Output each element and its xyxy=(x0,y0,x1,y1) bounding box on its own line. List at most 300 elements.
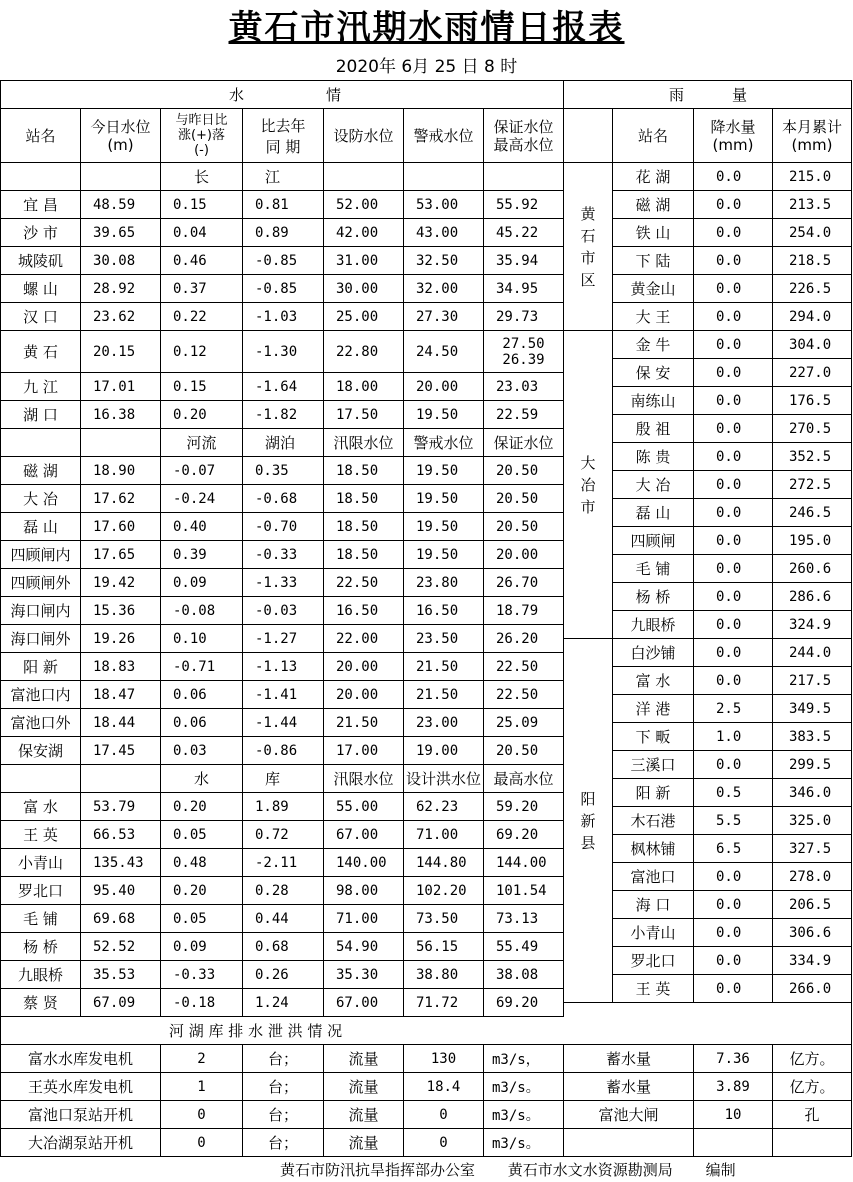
section-reservoirs-head: 水 xyxy=(161,765,243,793)
rain-value: 176.5 xyxy=(773,387,852,415)
drainage-cell: 台； xyxy=(243,1045,324,1073)
rain-station: 三溪口 xyxy=(613,751,694,779)
water-col-header: 今日水位 (m) xyxy=(81,109,161,163)
water-value: 95.40 xyxy=(81,877,161,905)
water-value: 0.48 xyxy=(161,849,243,877)
water-value: 22.59 xyxy=(484,401,564,429)
rain-value: 0.0 xyxy=(694,639,773,667)
rain-region xyxy=(564,331,613,639)
water-value: 20.00 xyxy=(484,541,564,569)
rain-station: 王 英 xyxy=(613,975,694,1003)
water-value: 0.72 xyxy=(243,821,324,849)
water-value: 55.49 xyxy=(484,933,564,961)
section-rivers-lakes-head: 保证水位 xyxy=(484,429,564,457)
water-value: 0.81 xyxy=(243,191,324,219)
rain-value: 352.5 xyxy=(773,443,852,471)
station-name: 四顾闸内 xyxy=(1,541,81,569)
rain-value: 270.5 xyxy=(773,415,852,443)
drainage-cell: 孔 xyxy=(773,1101,852,1129)
water-value: -0.08 xyxy=(161,597,243,625)
rain-value: 327.5 xyxy=(773,835,852,863)
rain-header xyxy=(564,81,852,109)
section-yangtze-blank xyxy=(1,163,81,191)
rain-value: 0.0 xyxy=(694,247,773,275)
report-table xyxy=(0,80,852,1157)
station-name: 杨 桥 xyxy=(1,933,81,961)
water-value: 71.00 xyxy=(404,821,484,849)
drainage-cell: 0 xyxy=(404,1129,484,1157)
rain-value: 0.0 xyxy=(694,303,773,331)
water-value: -0.33 xyxy=(243,541,324,569)
water-value: 20.50 xyxy=(484,737,564,765)
water-value: 0.44 xyxy=(243,905,324,933)
water-value: 26.70 xyxy=(484,569,564,597)
water-value: 31.00 xyxy=(324,247,404,275)
rain-header-part1: 雨 xyxy=(669,86,685,104)
rain-value: 0.0 xyxy=(694,583,773,611)
water-value: 1.24 xyxy=(243,989,324,1017)
station-name: 海口闸外 xyxy=(1,625,81,653)
rain-station: 木石港 xyxy=(613,807,694,835)
water-value: 0.10 xyxy=(161,625,243,653)
water-value: 20.15 xyxy=(81,331,161,373)
water-value: 73.13 xyxy=(484,905,564,933)
water-value: 18.90 xyxy=(81,457,161,485)
rain-value: 0.0 xyxy=(694,387,773,415)
station-name: 九眼桥 xyxy=(1,961,81,989)
water-value: 34.95 xyxy=(484,275,564,303)
water-value: 23.03 xyxy=(484,373,564,401)
rain-value: 294.0 xyxy=(773,303,852,331)
rain-station: 四顾闸 xyxy=(613,527,694,555)
water-value: 17.65 xyxy=(81,541,161,569)
water-value: 45.22 xyxy=(484,219,564,247)
water-value: 71.72 xyxy=(404,989,484,1017)
rain-station: 磊 山 xyxy=(613,499,694,527)
water-value: 0.15 xyxy=(161,191,243,219)
water-value: 25.09 xyxy=(484,709,564,737)
drainage-cell: 0 xyxy=(161,1101,243,1129)
section-rivers-lakes-blank xyxy=(1,429,81,457)
station-name: 城陵矶 xyxy=(1,247,81,275)
water-value: 18.47 xyxy=(81,681,161,709)
rain-station: 洋 港 xyxy=(613,695,694,723)
drainage-cell: 0 xyxy=(161,1129,243,1157)
drainage-cell: 蓄水量 xyxy=(564,1045,694,1073)
report-title: 黄石市汛期水雨情日报表 xyxy=(228,8,625,48)
water-value: 23.80 xyxy=(404,569,484,597)
water-value: -0.85 xyxy=(243,247,324,275)
drainage-cell xyxy=(694,1129,773,1157)
water-value: -0.85 xyxy=(243,275,324,303)
water-value: 17.60 xyxy=(81,513,161,541)
water-col-header: 比去年 同 期 xyxy=(243,109,324,163)
water-value: 20.00 xyxy=(324,653,404,681)
rain-value: 206.5 xyxy=(773,891,852,919)
station-name: 沙 市 xyxy=(1,219,81,247)
water-value: 0.40 xyxy=(161,513,243,541)
water-value: 56.15 xyxy=(404,933,484,961)
rain-value: 278.0 xyxy=(773,863,852,891)
section-reservoirs-head: 最高水位 xyxy=(484,765,564,793)
water-value: 17.50 xyxy=(324,401,404,429)
water-value: 18.79 xyxy=(484,597,564,625)
water-col-header: 设防水位 xyxy=(324,109,404,163)
drainage-cell: m3/s， xyxy=(484,1045,564,1073)
water-value: 20.50 xyxy=(484,513,564,541)
water-value: 16.50 xyxy=(404,597,484,625)
rain-station: 南练山 xyxy=(613,387,694,415)
water-value: 0.04 xyxy=(161,219,243,247)
water-value: 0.03 xyxy=(161,737,243,765)
station-name: 富池口内 xyxy=(1,681,81,709)
water-header xyxy=(1,81,564,109)
water-value: 25.00 xyxy=(324,303,404,331)
rain-value: 254.0 xyxy=(773,219,852,247)
water-value: 28.92 xyxy=(81,275,161,303)
rain-value: 227.0 xyxy=(773,359,852,387)
section-rivers-lakes-head xyxy=(81,429,161,457)
water-value: 98.00 xyxy=(324,877,404,905)
water-value: 19.50 xyxy=(404,541,484,569)
footer-office: 黄石市防汛抗旱指挥部办公室 xyxy=(280,1161,476,1179)
rain-value: 246.5 xyxy=(773,499,852,527)
drainage-cell: 亿方。 xyxy=(773,1073,852,1101)
water-value: -1.27 xyxy=(243,625,324,653)
water-value: 38.80 xyxy=(404,961,484,989)
water-header-part2: 情 xyxy=(326,86,342,104)
water-value: -1.03 xyxy=(243,303,324,331)
water-col-header: 站名 xyxy=(1,109,81,163)
rain-region-label: 黄石市区 xyxy=(580,204,596,289)
water-value: -0.18 xyxy=(161,989,243,1017)
water-value: 18.83 xyxy=(81,653,161,681)
station-name: 毛 铺 xyxy=(1,905,81,933)
drainage-cell: m3/s。 xyxy=(484,1101,564,1129)
water-value: 26.20 xyxy=(484,625,564,653)
water-value: 0.06 xyxy=(161,681,243,709)
rain-col-header: 本月累计 (mm) xyxy=(773,109,852,163)
water-value: 22.50 xyxy=(484,653,564,681)
rain-station: 杨 桥 xyxy=(613,583,694,611)
water-value: 1.89 xyxy=(243,793,324,821)
rain-value: 0.0 xyxy=(694,443,773,471)
water-value: 19.50 xyxy=(404,457,484,485)
water-value: 0.89 xyxy=(243,219,324,247)
drainage-cell: 富水水库发电机 xyxy=(1,1045,161,1073)
drainage-cell: 2 xyxy=(161,1045,243,1073)
water-value: 19.50 xyxy=(404,485,484,513)
drainage-cell: 亿方。 xyxy=(773,1045,852,1073)
water-value: 0.09 xyxy=(161,569,243,597)
water-value: -0.33 xyxy=(161,961,243,989)
water-value: 19.42 xyxy=(81,569,161,597)
water-value: 18.50 xyxy=(324,457,404,485)
water-value: 20.00 xyxy=(404,373,484,401)
drainage-cell xyxy=(773,1129,852,1157)
rain-value: 0.0 xyxy=(694,863,773,891)
section-reservoirs-head: 库 xyxy=(243,765,324,793)
water-value: 67.00 xyxy=(324,821,404,849)
water-value: 20.50 xyxy=(484,485,564,513)
drainage-cell: 蓄水量 xyxy=(564,1073,694,1101)
station-name: 罗北口 xyxy=(1,877,81,905)
water-value: 52.52 xyxy=(81,933,161,961)
water-value: 42.00 xyxy=(324,219,404,247)
water-value: 21.50 xyxy=(404,681,484,709)
drainage-cell: 0 xyxy=(404,1101,484,1129)
drainage-cell: 7.36 xyxy=(694,1045,773,1073)
water-value: 0.05 xyxy=(161,905,243,933)
rain-value: 266.0 xyxy=(773,975,852,1003)
station-name: 阳 新 xyxy=(1,653,81,681)
rain-value: 0.0 xyxy=(694,331,773,359)
water-value: 0.46 xyxy=(161,247,243,275)
station-name: 螺 山 xyxy=(1,275,81,303)
drainage-cell: m3/s。 xyxy=(484,1129,564,1157)
station-name: 四顾闸外 xyxy=(1,569,81,597)
rain-station: 大 王 xyxy=(613,303,694,331)
water-value: 0.22 xyxy=(161,303,243,331)
rain-value: 346.0 xyxy=(773,779,852,807)
water-value: 140.00 xyxy=(324,849,404,877)
footer xyxy=(280,1160,764,1180)
rain-value: 334.9 xyxy=(773,947,852,975)
station-name: 蔡 贤 xyxy=(1,989,81,1017)
water-value: 101.54 xyxy=(484,877,564,905)
rain-station: 毛 铺 xyxy=(613,555,694,583)
water-value: 17.45 xyxy=(81,737,161,765)
rain-value: 213.5 xyxy=(773,191,852,219)
drainage-cell: 大冶湖泵站开机 xyxy=(1,1129,161,1157)
rain-value: 1.0 xyxy=(694,723,773,751)
water-value: -1.44 xyxy=(243,709,324,737)
rain-value: 0.0 xyxy=(694,163,773,191)
drainage-cell: 1 xyxy=(161,1073,243,1101)
station-name: 磊 山 xyxy=(1,513,81,541)
water-value: 27.50 26.39 xyxy=(484,331,564,373)
water-value: 18.50 xyxy=(324,541,404,569)
rain-value: 5.5 xyxy=(694,807,773,835)
water-value: 18.44 xyxy=(81,709,161,737)
water-value: 19.50 xyxy=(404,401,484,429)
water-value: -1.33 xyxy=(243,569,324,597)
rain-value: 0.0 xyxy=(694,555,773,583)
station-name: 宜 昌 xyxy=(1,191,81,219)
section-yangtze-head xyxy=(324,163,404,191)
rain-station: 白沙铺 xyxy=(613,639,694,667)
drainage-cell: 130 xyxy=(404,1045,484,1073)
water-col-header: 保证水位 最高水位 xyxy=(484,109,564,163)
water-value: 20.00 xyxy=(324,681,404,709)
section-reservoirs-head xyxy=(81,765,161,793)
rain-station: 富 水 xyxy=(613,667,694,695)
water-value: 23.50 xyxy=(404,625,484,653)
rain-value: 0.0 xyxy=(694,611,773,639)
water-value: 19.26 xyxy=(81,625,161,653)
water-value: 19.50 xyxy=(404,513,484,541)
water-value: 0.68 xyxy=(243,933,324,961)
water-value: 22.80 xyxy=(324,331,404,373)
water-value: -1.13 xyxy=(243,653,324,681)
drainage-title: 河 湖 库 排 水 泄 洪 情 况 xyxy=(169,1022,343,1040)
rain-value: 349.5 xyxy=(773,695,852,723)
rain-value: 0.0 xyxy=(694,275,773,303)
rain-value: 272.5 xyxy=(773,471,852,499)
report-date: 2020年 6月 25 日 8 时 xyxy=(335,57,518,77)
drainage-cell: 流量 xyxy=(324,1129,404,1157)
drainage-cell: 台； xyxy=(243,1101,324,1129)
rain-value: 215.0 xyxy=(773,163,852,191)
rain-value: 324.9 xyxy=(773,611,852,639)
water-value: 73.50 xyxy=(404,905,484,933)
drainage-cell: 台； xyxy=(243,1129,324,1157)
water-value: 53.79 xyxy=(81,793,161,821)
water-value: 52.00 xyxy=(324,191,404,219)
water-value: 0.20 xyxy=(161,793,243,821)
water-value: 30.00 xyxy=(324,275,404,303)
drainage-cell: 3.89 xyxy=(694,1073,773,1101)
water-value: -0.86 xyxy=(243,737,324,765)
water-value: -1.30 xyxy=(243,331,324,373)
rain-station: 阳 新 xyxy=(613,779,694,807)
rain-value: 0.5 xyxy=(694,779,773,807)
footer-compiled: 编制 xyxy=(705,1161,736,1179)
water-value: 23.62 xyxy=(81,303,161,331)
water-value: 22.00 xyxy=(324,625,404,653)
rain-region xyxy=(564,639,613,1003)
rain-region-label: 阳新县 xyxy=(580,789,596,852)
water-value: 43.00 xyxy=(404,219,484,247)
water-value: 0.28 xyxy=(243,877,324,905)
rain-region xyxy=(564,163,613,331)
water-value: 102.20 xyxy=(404,877,484,905)
water-value: 16.50 xyxy=(324,597,404,625)
water-value: 39.65 xyxy=(81,219,161,247)
rain-value: 0.0 xyxy=(694,471,773,499)
water-value: 0.20 xyxy=(161,401,243,429)
water-value: 135.43 xyxy=(81,849,161,877)
water-value: 144.80 xyxy=(404,849,484,877)
water-value: 69.68 xyxy=(81,905,161,933)
water-value: 69.20 xyxy=(484,989,564,1017)
station-name: 富池口外 xyxy=(1,709,81,737)
water-value: 21.50 xyxy=(324,709,404,737)
drainage-cell: 台； xyxy=(243,1073,324,1101)
rain-value: 195.0 xyxy=(773,527,852,555)
rain-station: 花 湖 xyxy=(613,163,694,191)
section-yangtze-head xyxy=(404,163,484,191)
water-value: 24.50 xyxy=(404,331,484,373)
rain-region-label: 大冶市 xyxy=(580,453,596,516)
water-value: 15.36 xyxy=(81,597,161,625)
rain-value: 0.0 xyxy=(694,891,773,919)
water-value: 59.20 xyxy=(484,793,564,821)
section-rivers-lakes-head: 汛限水位 xyxy=(324,429,404,457)
water-value: 30.08 xyxy=(81,247,161,275)
water-value: 0.05 xyxy=(161,821,243,849)
rain-station: 下 畈 xyxy=(613,723,694,751)
water-value: 0.35 xyxy=(243,457,324,485)
rain-station: 海 口 xyxy=(613,891,694,919)
rain-value: 260.6 xyxy=(773,555,852,583)
water-value: -1.82 xyxy=(243,401,324,429)
section-yangtze-head xyxy=(484,163,564,191)
section-yangtze-head: 长 xyxy=(161,163,243,191)
rain-value: 0.0 xyxy=(694,667,773,695)
water-value: 66.53 xyxy=(81,821,161,849)
water-col-header: 与昨日比 涨(+)落 (-) xyxy=(161,109,243,163)
drainage-cell: 王英水库发电机 xyxy=(1,1073,161,1101)
water-value: 38.08 xyxy=(484,961,564,989)
rain-value: 218.5 xyxy=(773,247,852,275)
water-value: 53.00 xyxy=(404,191,484,219)
rain-station: 黄金山 xyxy=(613,275,694,303)
rain-value: 0.0 xyxy=(694,191,773,219)
rain-value: 304.0 xyxy=(773,331,852,359)
water-value: 19.00 xyxy=(404,737,484,765)
water-value: 32.50 xyxy=(404,247,484,275)
water-value: -0.68 xyxy=(243,485,324,513)
rain-value: 0.0 xyxy=(694,975,773,1003)
rain-station: 殷 祖 xyxy=(613,415,694,443)
rain-station: 磁 湖 xyxy=(613,191,694,219)
drainage-cell: 流量 xyxy=(324,1073,404,1101)
rain-station: 下 陆 xyxy=(613,247,694,275)
rain-value: 244.0 xyxy=(773,639,852,667)
station-name: 磁 湖 xyxy=(1,457,81,485)
rain-col-header: 降水量 (mm) xyxy=(694,109,773,163)
drainage-cell: 流量 xyxy=(324,1045,404,1073)
rain-value: 0.0 xyxy=(694,359,773,387)
water-value: 17.00 xyxy=(324,737,404,765)
water-value: -0.07 xyxy=(161,457,243,485)
water-value: 32.00 xyxy=(404,275,484,303)
station-name: 汉 口 xyxy=(1,303,81,331)
water-value: -1.64 xyxy=(243,373,324,401)
water-value: 0.39 xyxy=(161,541,243,569)
water-value: 0.15 xyxy=(161,373,243,401)
water-value: 0.09 xyxy=(161,933,243,961)
water-value: 0.26 xyxy=(243,961,324,989)
water-value: 21.50 xyxy=(404,653,484,681)
rain-station: 罗北口 xyxy=(613,947,694,975)
water-value: 18.00 xyxy=(324,373,404,401)
water-value: 27.30 xyxy=(404,303,484,331)
water-value: 71.00 xyxy=(324,905,404,933)
station-name: 九 江 xyxy=(1,373,81,401)
station-name: 王 英 xyxy=(1,821,81,849)
water-value: 29.73 xyxy=(484,303,564,331)
water-value: 18.50 xyxy=(324,513,404,541)
station-name: 海口闸内 xyxy=(1,597,81,625)
rain-value: 226.5 xyxy=(773,275,852,303)
station-name: 富 水 xyxy=(1,793,81,821)
rain-header-part2: 量 xyxy=(732,86,748,104)
water-header-part1: 水 xyxy=(229,86,245,104)
section-yangtze-head xyxy=(81,163,161,191)
rain-station: 陈 贵 xyxy=(613,443,694,471)
rain-station: 大 冶 xyxy=(613,471,694,499)
rain-station: 保 安 xyxy=(613,359,694,387)
rain-value: 217.5 xyxy=(773,667,852,695)
rain-value: 306.6 xyxy=(773,919,852,947)
drainage-cell: 流量 xyxy=(324,1101,404,1129)
section-reservoirs-head: 汛限水位 xyxy=(324,765,404,793)
station-name: 黄 石 xyxy=(1,331,81,373)
section-rivers-lakes-head: 警戒水位 xyxy=(404,429,484,457)
section-reservoirs-blank xyxy=(1,765,81,793)
